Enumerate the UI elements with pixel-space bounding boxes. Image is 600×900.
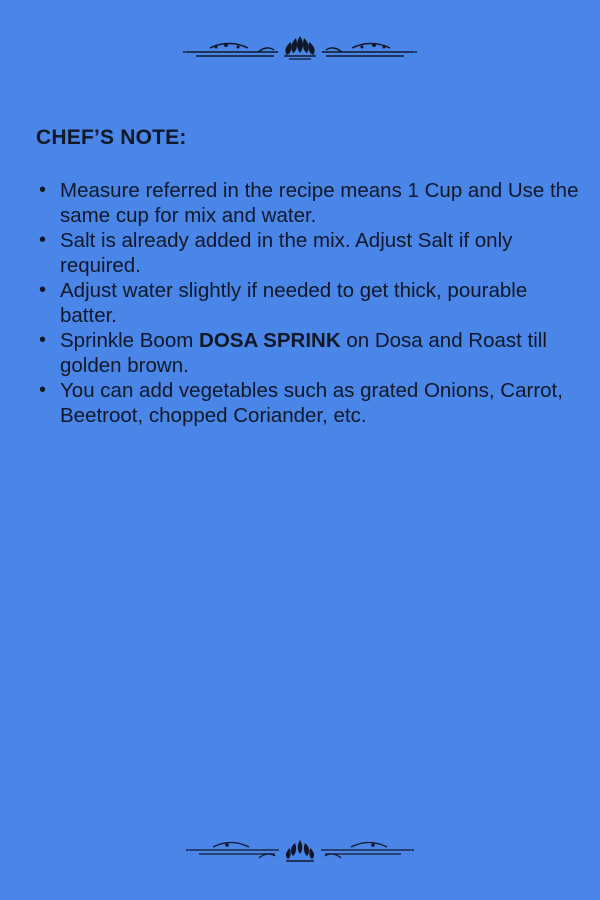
product-name-emphasis: DOSA SPRINK (199, 329, 341, 352)
floral-divider-ornament (175, 834, 425, 870)
list-item-text: Adjust water slightly if needed to get thick, pourable batter. (60, 279, 528, 327)
list-item (34, 228, 580, 278)
top-divider-ornament (0, 30, 600, 70)
page-title: CHEF’S NOTE: (36, 126, 187, 149)
list-item (34, 178, 580, 228)
list-item-text: Salt is already added in the mix. Adjust Salt if only required. (60, 229, 513, 277)
list-item-text: You can add vegetables such as grated Onions, Carrot, Beetroot, chopped Coriander, etc. (60, 379, 563, 427)
bullet-icon: • (39, 229, 47, 251)
bullet-icon: • (39, 179, 47, 201)
bullet-icon: • (39, 279, 47, 301)
bullet-icon: • (39, 379, 47, 401)
bullet-icon: • (39, 329, 47, 351)
chef-note-list (34, 178, 580, 428)
list-item (34, 278, 580, 328)
list-item-text: Sprinkle Boom (60, 329, 200, 352)
bottom-divider-ornament (0, 834, 600, 870)
list-item-text-continued: on Dosa and Roast till golden brown. (60, 329, 547, 377)
list-item-text: Measure referred in the recipe means 1 Cup and Use the same cup for mix and water. (60, 179, 579, 227)
list-item (34, 328, 580, 378)
floral-divider-ornament (170, 30, 430, 70)
list-item (34, 378, 580, 428)
